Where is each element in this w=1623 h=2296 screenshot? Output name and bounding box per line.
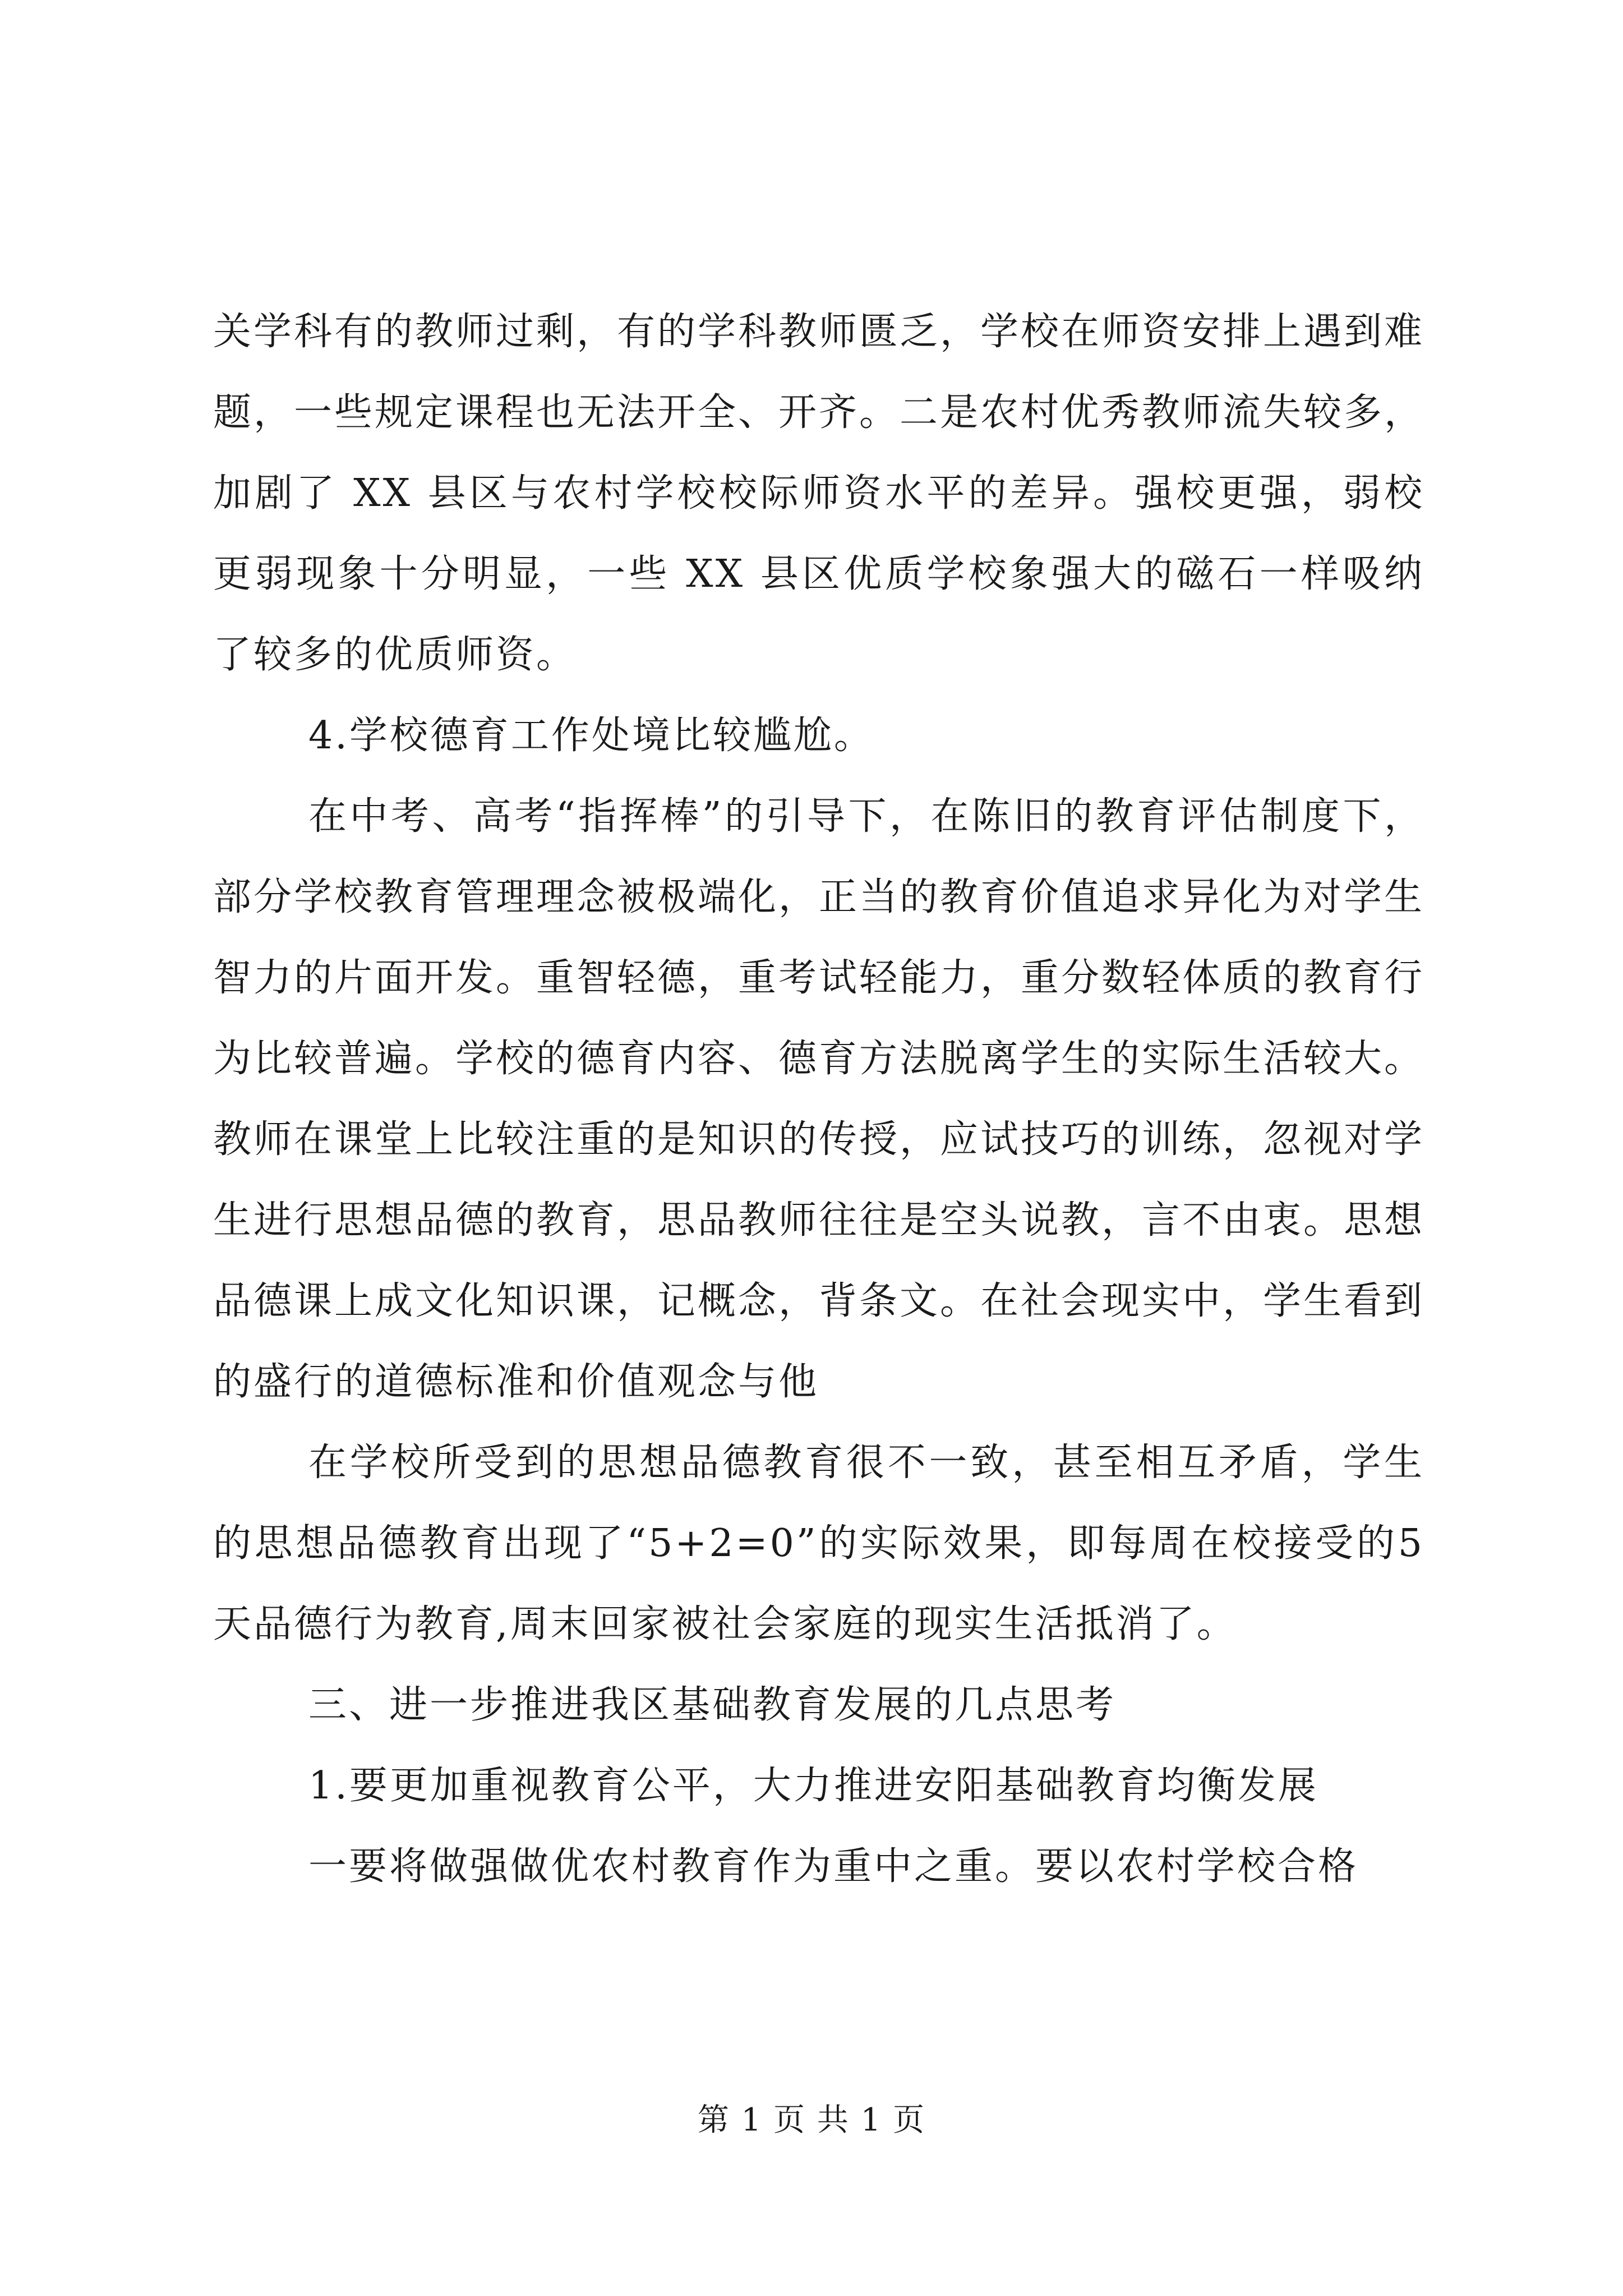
paragraph-4: 在学校所受到的思想品德教育很不一致，甚至相互矛盾，学生的思想品德教育出现了“5+2=0”的实际效果，即每周在校接受的5天品德行为教育,周末回家被社会家庭的现实生活抵消了。 xyxy=(213,1441,1424,1646)
section-heading-3: 三、进一步推进我区基础教育发展的几点思考 xyxy=(308,1683,1117,1727)
page-footer: 第 1 页 共 1 页 xyxy=(697,2102,926,2138)
paragraph-3: 在中考、高考“指挥棒”的引导下，在陈旧的教育评估制度下，部分学校教育管理理念被极端化，正当的教育价值追求异化为对学生智力的片面开发。重智轻德，重考试轻能力，重分数轻体质的教育行为比较普遍。学校的德育内容、德育方法脱离学生的实际生活较大。教师在课堂上比较注重的是知识的传授，应试技巧的训练，忽视对学生进行思想品德的教育，思品教师往往是空头说教，言不由衷。思想品德课上成文化知识课，记概念，背条文。在社会现实中，学生看到的盛行的道德标准和价值观念与他 xyxy=(213,794,1425,1404)
paragraph-2-heading: 4.学校德育工作处境比较尴尬。 xyxy=(308,714,874,758)
subsection-heading-1: 1.要更加重视教育公平，大力推进安阳基础教育均衡发展 xyxy=(308,1764,1318,1808)
paragraph-1: 关学科有的教师过剩，有的学科教师匮乏，学校在师资安排上遇到难题，一些规定课程也无法开全、开齐。二是农村优秀教师流失较多，加剧了 XX 县区与农村学校校际师资水平的差异。强校更强，弱校更弱现象十分明显，一些 XX 县区优质学校象强大的磁石一样吸纳了较多的优质师资。 xyxy=(213,310,1425,677)
document-body xyxy=(213,292,1424,1907)
paragraph-7: 一要将做强做优农村教育作为重中之重。要以农村学校合格 xyxy=(308,1844,1359,1889)
